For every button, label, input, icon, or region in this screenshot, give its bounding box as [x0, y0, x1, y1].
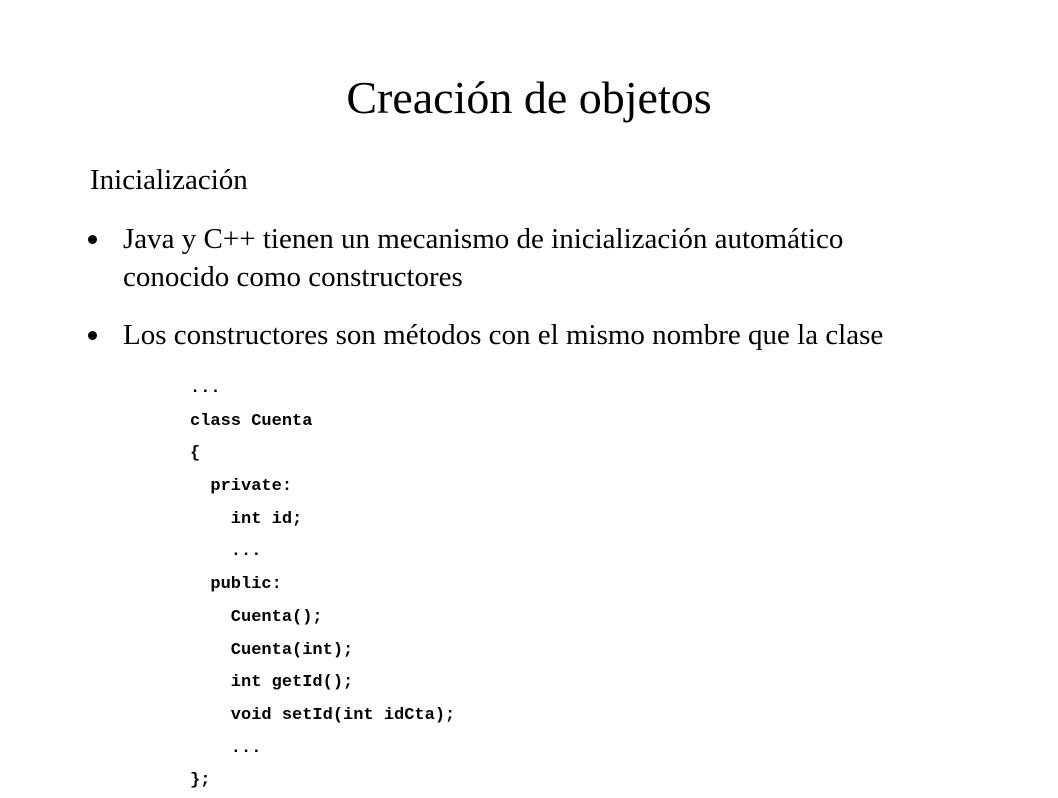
code-line: ... [190, 542, 262, 562]
bullet-text [123, 316, 883, 354]
code-line: private: [190, 477, 293, 497]
code-line: int id; [190, 509, 303, 529]
code-line: public: [190, 575, 282, 595]
bullet-text-line: Java y C++ tienen un mecanismo de inicialización automático [123, 223, 844, 255]
code-line: }; [190, 771, 211, 791]
bullet-dot-icon [88, 235, 97, 244]
bullet-dot-icon [88, 331, 97, 340]
code-line: Cuenta(int); [190, 640, 354, 660]
code-line: int getId(); [190, 673, 354, 693]
code-line: ... [190, 738, 262, 758]
code-line: { [190, 444, 201, 464]
bullet-item [88, 220, 988, 300]
code-line: class Cuenta [190, 411, 313, 431]
slide-subtitle: Inicialización [90, 164, 248, 196]
code-block [190, 373, 455, 798]
code-line: void setId(int idCta); [190, 705, 456, 725]
slide-title: Creación de objetos [346, 72, 712, 123]
bullet-item [88, 316, 988, 356]
bullet-text-line: conocido como constructores [123, 261, 463, 293]
code-line: ... [190, 379, 221, 398]
bullet-text [123, 220, 843, 296]
code-line: Cuenta(); [190, 607, 323, 627]
bullet-text-line: Los constructores son métodos con el mismo nombre que la clase [123, 319, 884, 351]
